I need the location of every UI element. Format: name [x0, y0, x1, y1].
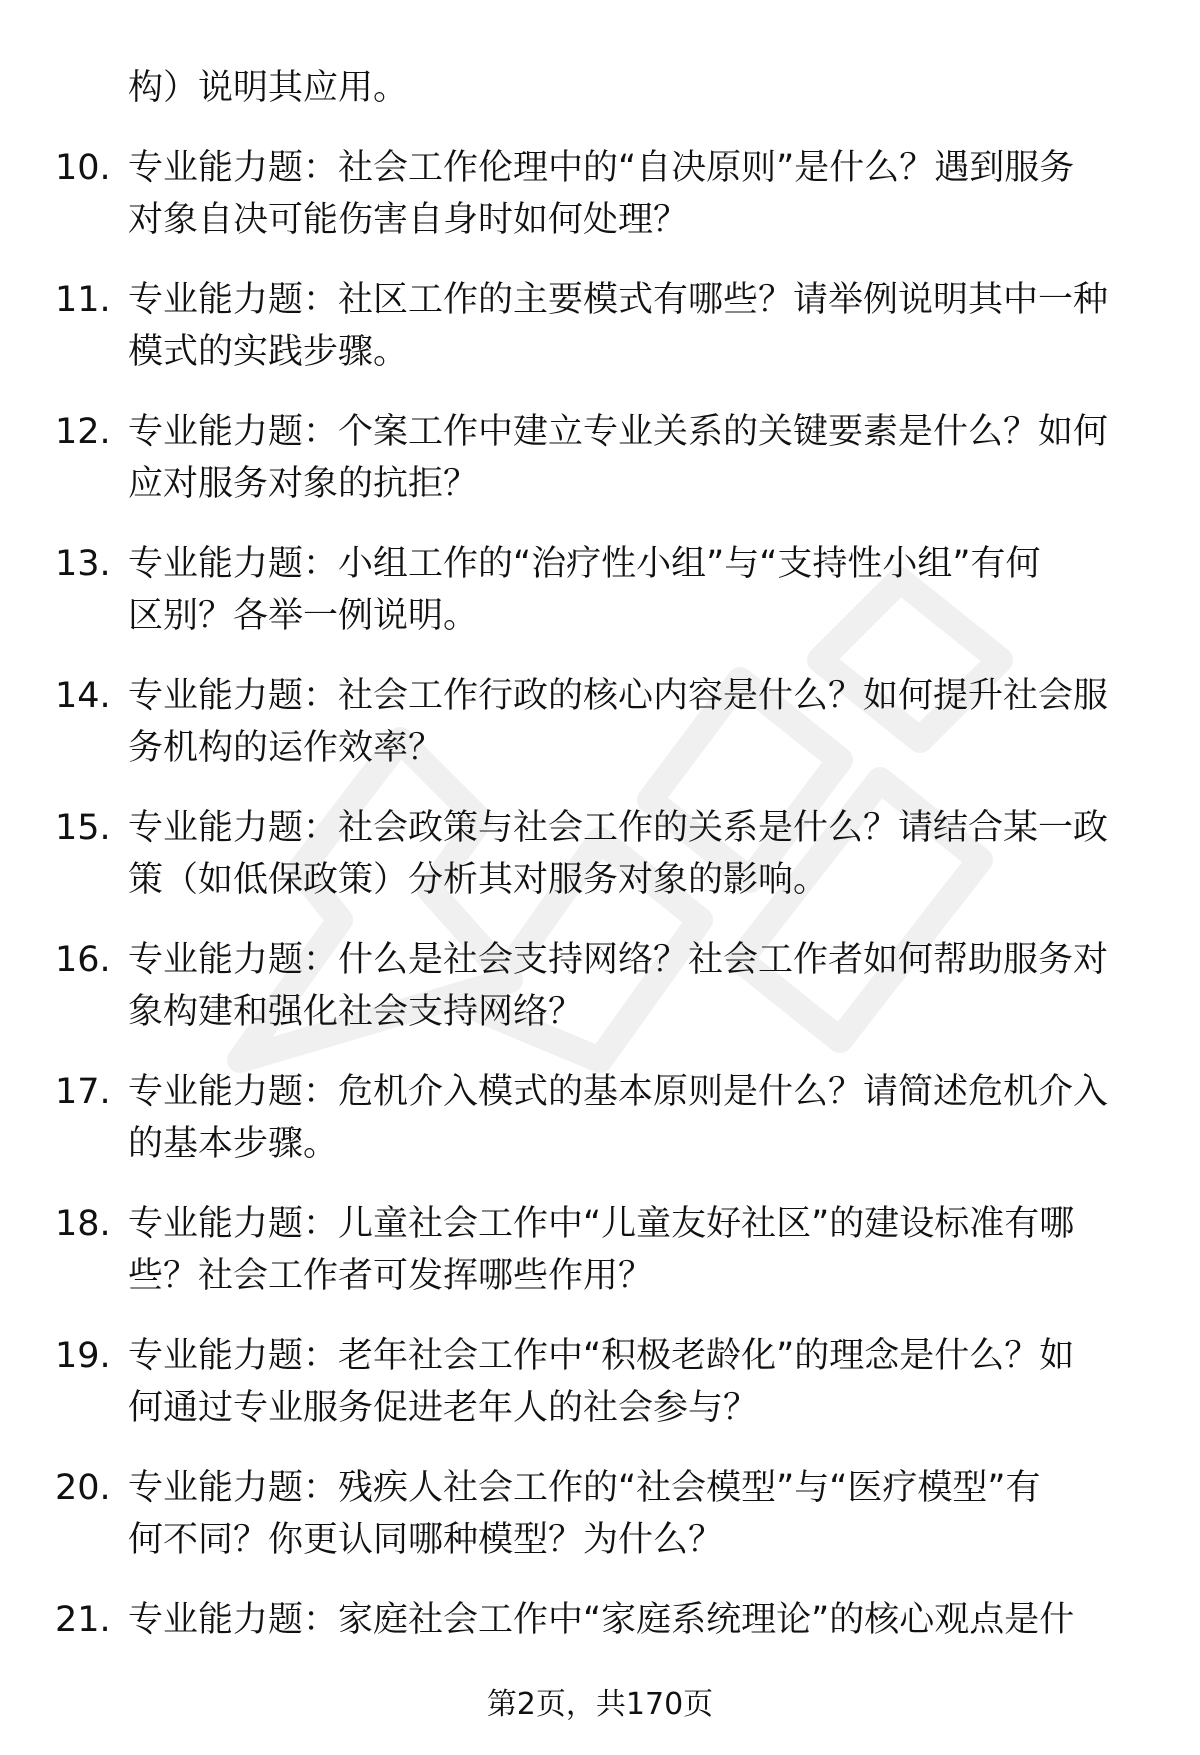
question-line: 的基本步骤。 — [128, 1124, 339, 1164]
question-line: 专业能力题：社会工作行政的核心内容是什么？如何提升社会服 — [128, 676, 1109, 716]
question-line: 专业能力题：小组工作的“治疗性小组”与“支持性小组”有何 — [128, 544, 1041, 584]
question-item — [0, 274, 1200, 406]
question-text — [128, 1462, 1140, 1566]
question-number: 18. — [55, 1204, 111, 1244]
page-footer: 第2页，共170页 — [486, 1687, 714, 1722]
question-line: 专业能力题：社区工作的主要模式有哪些？请举例说明其中一种 — [128, 280, 1109, 320]
question-line: 策（如低保政策）分析其对服务对象的影响。 — [128, 860, 829, 900]
question-item — [0, 538, 1200, 670]
question-number: 21. — [55, 1600, 111, 1640]
question-item — [0, 1462, 1200, 1594]
question-item — [0, 406, 1200, 538]
question-line: 专业能力题：社会政策与社会工作的关系是什么？请结合某一政 — [128, 808, 1109, 848]
question-line: 区别？各举一例说明。 — [128, 596, 479, 636]
question-item — [0, 670, 1200, 802]
question-item — [0, 934, 1200, 1066]
question-text — [128, 406, 1140, 510]
question-line: 专业能力题：危机介入模式的基本原则是什么？请简述危机介入 — [128, 1072, 1109, 1112]
question-item — [0, 1066, 1200, 1198]
question-line: 专业能力题：个案工作中建立专业关系的关键要素是什么？如何 — [128, 412, 1109, 452]
question-line: 专业能力题：家庭社会工作中“家庭系统理论”的核心观点是什 — [128, 1600, 1075, 1640]
question-number: 10. — [55, 148, 111, 188]
question-text — [128, 1198, 1140, 1302]
continuation-line: 构）说明其应用。 — [128, 68, 409, 108]
question-line: 专业能力题：残疾人社会工作的“社会模型”与“医疗模型”有 — [128, 1468, 1041, 1508]
question-line: 专业能力题：什么是社会支持网络？社会工作者如何帮助服务对 — [128, 940, 1109, 980]
question-line: 何不同？你更认同哪种模型？为什么？ — [128, 1520, 724, 1560]
question-text — [128, 802, 1140, 906]
question-number: 11. — [55, 280, 111, 320]
question-text — [128, 1330, 1140, 1434]
question-number: 13. — [55, 544, 111, 584]
question-line: 应对服务对象的抗拒？ — [128, 464, 479, 504]
question-line: 专业能力题：社会工作伦理中的“自决原则”是什么？遇到服务 — [128, 148, 1075, 188]
question-number: 15. — [55, 808, 111, 848]
question-text — [128, 934, 1140, 1038]
question-text — [128, 1594, 1140, 1646]
question-number: 12. — [55, 412, 111, 452]
question-line: 何通过专业服务促进老年人的社会参与？ — [128, 1388, 759, 1428]
question-line: 模式的实践步骤。 — [128, 332, 409, 372]
question-text — [128, 538, 1140, 642]
question-line: 象构建和强化社会支持网络？ — [128, 992, 584, 1032]
question-text — [128, 1066, 1140, 1170]
question-number: 17. — [55, 1072, 111, 1112]
question-number: 20. — [55, 1468, 111, 1508]
question-text — [128, 142, 1140, 246]
question-item — [0, 142, 1200, 274]
question-number: 16. — [55, 940, 111, 980]
question-text — [128, 274, 1140, 378]
question-text — [128, 670, 1140, 774]
question-number: 19. — [55, 1336, 111, 1376]
question-line: 些？社会工作者可发挥哪些作用？ — [128, 1256, 654, 1296]
question-line: 对象自决可能伤害自身时如何处理？ — [128, 200, 689, 240]
question-number: 14. — [55, 676, 111, 716]
question-item — [0, 1198, 1200, 1330]
question-item — [0, 802, 1200, 934]
question-list — [0, 142, 1200, 1726]
question-line: 务机构的运作效率？ — [128, 728, 444, 768]
question-line: 专业能力题：老年社会工作中“积极老龄化”的理念是什么？如 — [128, 1336, 1075, 1376]
question-item — [0, 1330, 1200, 1462]
question-line: 专业能力题：儿童社会工作中“儿童友好社区”的建设标准有哪 — [128, 1204, 1075, 1244]
